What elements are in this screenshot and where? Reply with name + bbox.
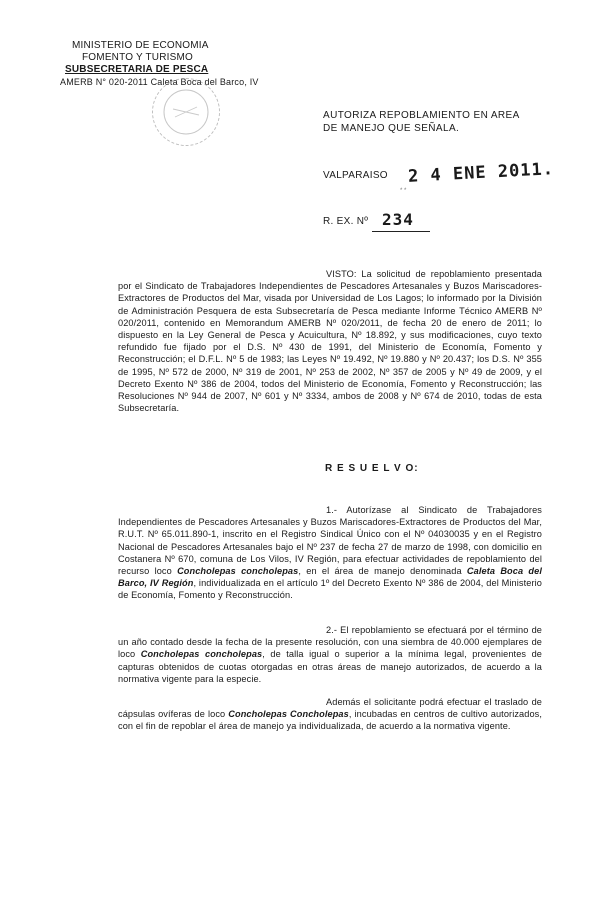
article-2-addendum [118, 696, 542, 733]
article-1 [118, 504, 542, 602]
official-seal [152, 78, 220, 146]
city: VALPARAISO [323, 170, 388, 181]
date-stamp: 2 4 ENE 2011. [407, 159, 555, 187]
place-date [323, 170, 388, 181]
visto-paragraph: VISTO: La solicitud de repoblamiento presentada por el Sindicato de Trabajadores Independientes de Pescadores Artesanales y Buzos Mariscadores-Extractores de Productos del Mar, visada por Universidad de Los Lagos; lo informado por la División de Administración Pesquera de esta Subsecretaría de Pesca mediante Informe Técnico AMERB Nº 020/2011, contenido en Memorandum AMERB Nº 020/2011, de fecha 20 de enero de 2011; lo dispuesto en la Ley General de Pesca y Acuicultura, Nº 18.892, y sus modificaciones, cuyo texto refundido fue fijado por el D.S. Nº 430 de 1991, del Ministerio de Economía, Fomento y Reconstrucción; el D.F.L. Nº 5 de 1983; las Leyes Nº 19.492, Nº 19.880 y Nº 20.437; los D.S. Nº 355 de 1995, Nº 572 de 2000, Nº 319 de 2001, Nº 253 de 2002, Nº 357 de 2005 y Nº 49 de 2009, y el Decreto Exento Nº 386 de 2004, todos del Ministerio de Economía, Fomento y Reconstrucción; las Resoluciones Nº 944 de 2007, Nº 601 y Nº 3334, ambos de 2008 y Nº 674 de 2010, todas de esta Subsecretaría. [118, 269, 542, 414]
addendum-lead: Además el solicitante podrá efectuar el traslado de cápsulas ovíferas de loco [118, 697, 542, 720]
subject-line-1: AUTORIZA REPOBLAMIENTO EN AREA [323, 110, 520, 121]
article-1-tail: , individualizada en el artículo 1º del Decreto Exento Nº 386 de 2004, del Ministerio de Economía, Fomento y Reconstrucción. [118, 578, 542, 601]
resolution-prefix: R. EX. Nº [323, 216, 369, 227]
resuelvo-heading: R E S U E L V O: [325, 463, 419, 474]
area-name: Caleta Boca del Barco, IV Región [118, 566, 542, 589]
ministry-subtitle: FOMENTO Y TURISMO [82, 52, 194, 63]
species-name: Concholepas Concholepas [228, 709, 349, 720]
article-1-lead: 1.- Autorízase al Sindicato de Trabajadores Independientes de Pescadores Artesanales y Buzos Mariscadores-Extractores de Productos del Mar, R.U.T. Nº 65.011.890-1, inscrito en el Registro Sindical Único con el Nº 04030035 y en el Registro Nacional de Pescadores Artesanales bajo el Nº 237 de fecha 27 de marzo de 1998, con domicilio en Costanera Nº 670, comuna de Los Vilos, IV Región, para efectuar actividades de repoblamiento del recurso loco [118, 505, 542, 577]
species-name: Concholepas concholepas [140, 649, 263, 660]
species-name: Concholepas concholepas [177, 566, 299, 577]
subsecretaria-name: SUBSECRETARIA DE PESCA [65, 64, 209, 75]
stamp-mark: * * [400, 188, 407, 194]
amerb-reference: AMERB N° 020-2011 Caleta Boca del Barco, IV [60, 77, 259, 87]
resolution-number: 234 [382, 210, 414, 229]
article-1-mid: , en el área de manejo denominada [298, 566, 467, 577]
ministry-name: MINISTERIO DE ECONOMIA [72, 40, 209, 51]
article-2-tail: , de talla igual o superior a la mínima legal, provenientes de capturas obtenidos de cuotas otorgadas en otras áreas de manejo autorizados, de acuerdo a la normativa vigente para la especie. [118, 649, 542, 684]
article-2-lead: 2.- El repoblamiento se efectuará por el término de un año contado desde la fecha de la presente resolución, con una siembra de 40.000 ejemplares de loco [118, 625, 542, 660]
resolution-number-row [323, 216, 368, 227]
subject-line-2: DE MANEJO QUE SEÑALA. [323, 123, 460, 134]
addendum-tail: , incubadas en centros de cultivo autorizados, con el fin de repoblar el área de manejo ya individualizada, de acuerdo a la normativa vigente. [118, 709, 543, 732]
subject-block [323, 109, 520, 135]
article-2 [118, 624, 542, 685]
